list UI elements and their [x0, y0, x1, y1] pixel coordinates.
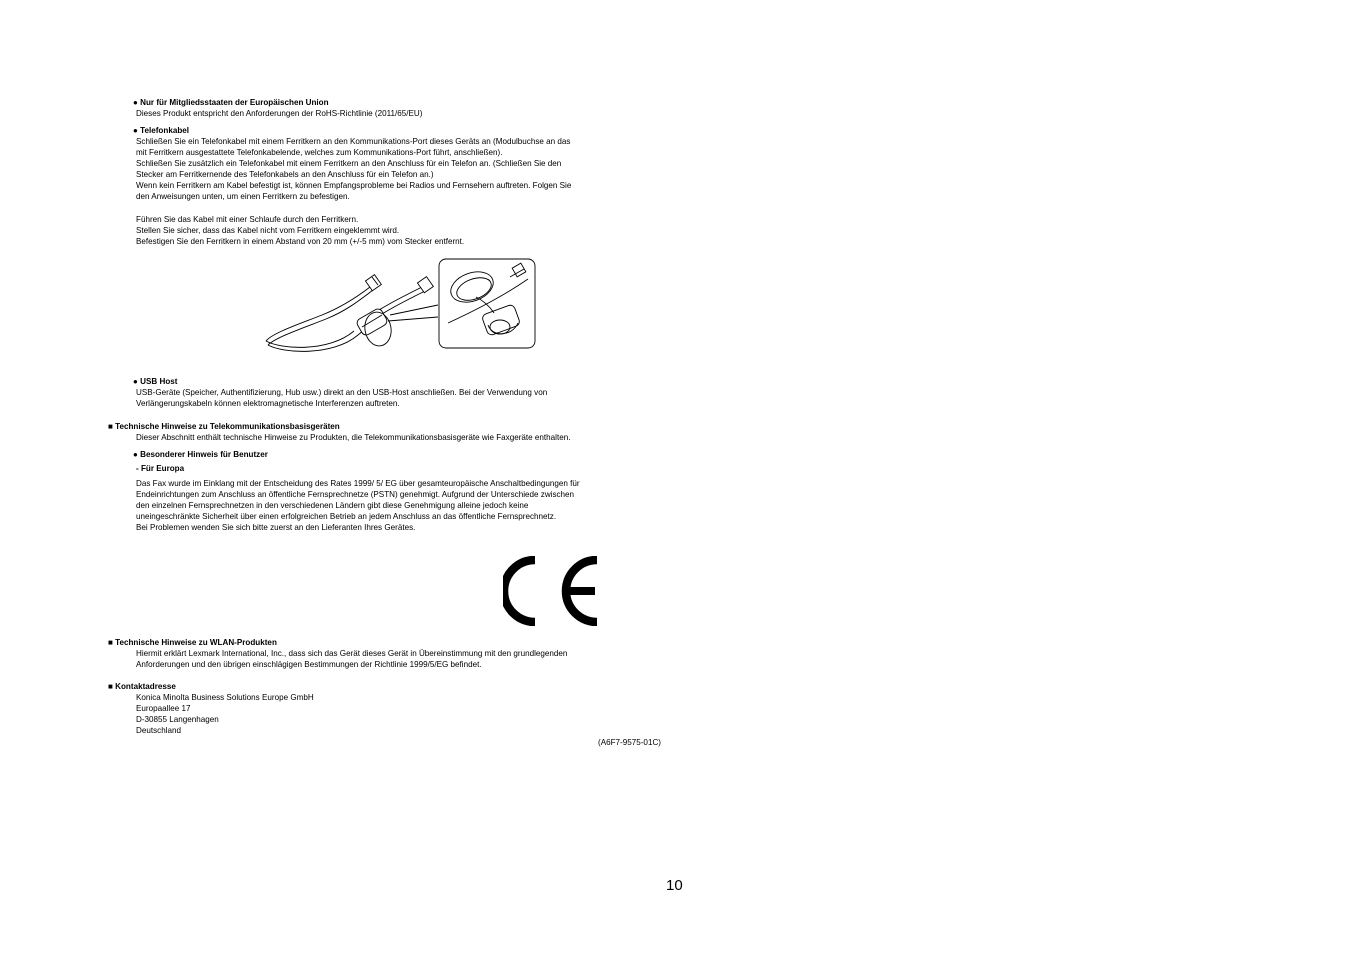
contact-line: Konica Minolta Business Solutions Europe GmbH — [136, 693, 314, 702]
wlan-line: Hiermit erklärt Lexmark International, Inc., dass sich das Gerät dieses Gerät in Übereinstimmung mit den grundlegenden — [136, 649, 568, 658]
instruction-line: Führen Sie das Kabel mit einer Schlaufe durch den Ferritkern. — [136, 215, 359, 224]
telecom-line: den einzelnen Fernsprechnetzen in den verschiedenen Ländern gibt diese Genehmigung alleine jedoch keine — [136, 501, 529, 510]
telefonkabel-heading: ● Telefonkabel — [133, 126, 190, 135]
telefonkabel-line: den Anweisungen unten, um einen Ferritkern zu befestigen. — [136, 192, 350, 201]
ferrite-core-illustration — [262, 257, 538, 353]
eu-text: Dieses Produkt entspricht den Anforderungen der RoHS-Richtlinie (2011/65/EU) — [136, 109, 423, 118]
contact-line: Deutschland — [136, 726, 181, 735]
telecom-line: Bei Problemen wenden Sie sich bitte zuerst an den Lieferanten Ihres Gerätes. — [136, 523, 416, 532]
instruction-line: Stellen Sie sicher, dass das Kabel nicht vom Ferritkern eingeklemmt wird. — [136, 226, 400, 235]
telefonkabel-line: Stecker am Ferritkernende des Telefonkabels an den Anschluss für ein Telefon an.) — [136, 170, 434, 179]
telecom-intro: Dieser Abschnitt enthält technische Hinweise zu Produkten, die Telekommunikationsbasisgeräte wie Faxgeräte enthalten. — [136, 433, 571, 442]
contact-heading: ■ Kontaktadresse — [108, 682, 176, 691]
telefonkabel-line: Schließen Sie zusätzlich ein Telefonkabel mit einem Ferritkern an den Anschluss für ein Telefon an. (Schließen Sie den — [136, 159, 562, 168]
eu-heading: ● Nur für Mitgliedsstaaten der Europäischen Union — [133, 98, 329, 107]
usb-line: Verlängerungskabeln können elektromagnetische Interferenzen auftreten. — [136, 399, 400, 408]
page-number: 10 — [666, 877, 683, 894]
region-heading: - Für Europa — [136, 464, 185, 473]
notice-heading: ● Besonderer Hinweis für Benutzer — [133, 450, 268, 459]
telecom-line: uneingeschränkte Sicherheit über einen erfolgreichen Betrieb an jedem Anschluss an das öffentliche Fernsprechnetz. — [136, 512, 557, 521]
wlan-line: Anforderungen und den übrigen einschlägigen Bestimmungen der Richtlinie 1999/5/EG befindet. — [136, 660, 482, 669]
telefonkabel-line: Schließen Sie ein Telefonkabel mit einem Ferritkern an den Kommunikations-Port dieses Geräts an (Modulbuchse an das — [136, 137, 571, 146]
ce-mark-logo — [503, 556, 601, 626]
telecom-line: Endeinrichtungen zum Anschluss an öffentliche Fernsprechnetze (PSTN) genehmigt. Aufgrund der Unterschiede zwischen — [136, 490, 575, 499]
telefonkabel-line: mit Ferritkern ausgestattete Telefonkabelende, welches zum Kommunikations-Port führt, anschließen). — [136, 148, 503, 157]
contact-line: Europaallee 17 — [136, 704, 191, 713]
document-code: (A6F7-9575-01C) — [598, 738, 661, 747]
telecom-line: Das Fax wurde im Einklang mit der Entscheidung des Rates 1999/ 5/ EG über gesamteuropäische Anschaltbedingungen für — [136, 479, 580, 488]
usb-line: USB-Geräte (Speicher, Authentifizierung, Hub usw.) direkt an den USB-Host anschließen. Bei der Verwendung von — [136, 388, 548, 397]
wlan-heading: ■ Technische Hinweise zu WLAN-Produkten — [108, 638, 277, 647]
contact-line: D-30855 Langenhagen — [136, 715, 219, 724]
telefonkabel-line: Wenn kein Ferritkern am Kabel befestigt ist, können Empfangsprobleme bei Radios und Fernsehern auftreten. Folgen Sie — [136, 181, 572, 190]
instruction-line: Befestigen Sie den Ferritkern in einem Abstand von 20 mm (+/-5 mm) vom Stecker entfernt. — [136, 237, 465, 246]
telecom-heading: ■ Technische Hinweise zu Telekommunikationsbasisgeräten — [108, 422, 340, 431]
usb-heading: ● USB Host — [133, 377, 178, 386]
